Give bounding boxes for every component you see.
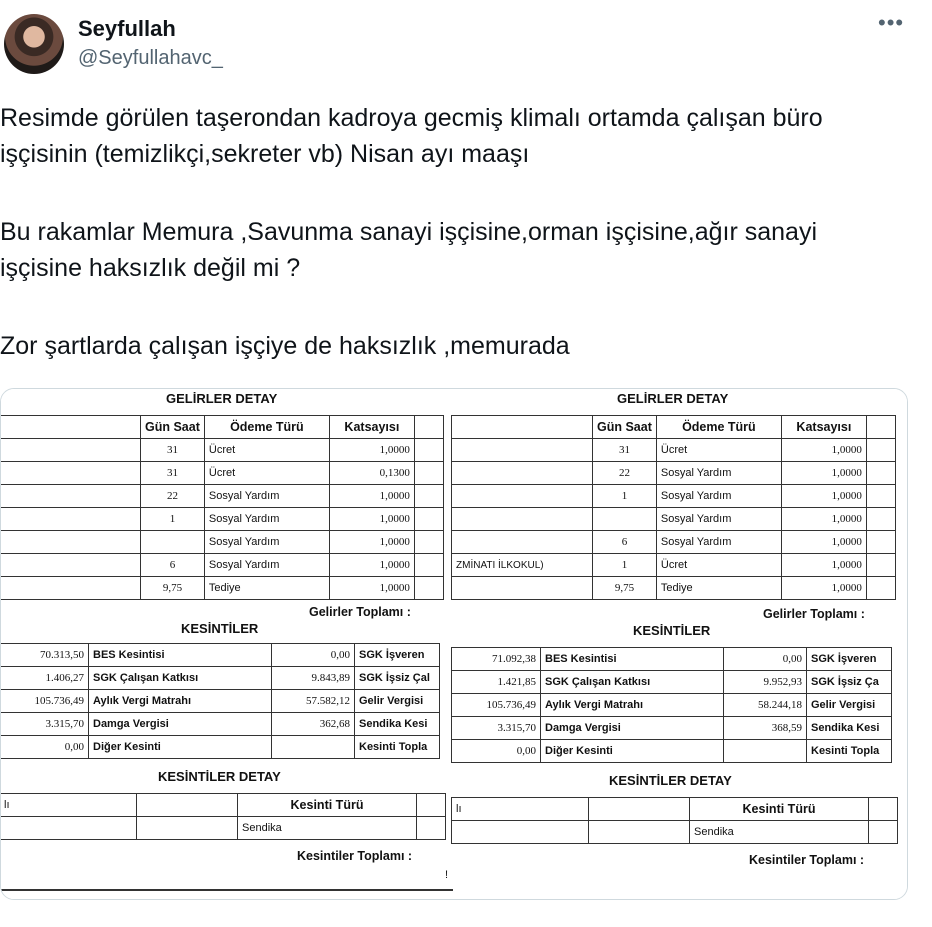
table-cell — [141, 531, 205, 554]
table-row — [452, 531, 896, 554]
table-cell — [589, 798, 690, 821]
table-cell: lı — [452, 798, 589, 821]
table-cell: 1,0000 — [329, 508, 414, 531]
table-cell: Sosyal Yardım — [204, 531, 329, 554]
table-cell: 362,68 — [272, 713, 355, 736]
table-row — [452, 740, 892, 763]
table-row — [0, 667, 440, 690]
table-cell: 105.736,49 — [452, 694, 541, 717]
table-cell: 31 — [593, 439, 657, 462]
table-cell — [137, 794, 238, 817]
table-cell: 31 — [141, 462, 205, 485]
table-row — [0, 817, 446, 840]
table-cell: 9.952,93 — [724, 671, 807, 694]
table-cell: 1,0000 — [329, 439, 414, 462]
gelirler-toplami-label: Gelirler Toplamı : — [309, 605, 411, 619]
col-header: Katsayısı — [781, 416, 866, 439]
table-row — [0, 439, 443, 462]
kesintiler-toplami-label: Kesintiler Toplamı : — [749, 853, 865, 867]
table-cell: SGK Çalışan Katkısı — [541, 671, 724, 694]
col-header: Gün Saat — [141, 416, 205, 439]
table-cell — [414, 416, 443, 439]
table-cell — [0, 554, 141, 577]
table-cell: 9,75 — [141, 577, 205, 600]
tweet-paragraph: Bu rakamlar Memura ,Savunma sanayi işçisine,orman işçisine,ağır sanayi işçisine haksızlık değil mi ? — [0, 218, 817, 282]
table-cell: Diğer Kesinti — [89, 736, 272, 759]
table-cell — [414, 531, 443, 554]
table-cell: lı — [0, 794, 137, 817]
table-cell — [724, 740, 807, 763]
col-header: Ödeme Türü — [656, 416, 781, 439]
table-cell: Sendika Kesi — [807, 717, 892, 740]
table-row — [452, 577, 896, 600]
table-row — [0, 736, 440, 759]
table-row — [452, 648, 892, 671]
table-cell: Damga Vergisi — [541, 717, 724, 740]
table-cell: 31 — [141, 439, 205, 462]
trail-mark: ! — [445, 869, 449, 881]
col-header: Gün Saat — [593, 416, 657, 439]
table-cell — [0, 508, 141, 531]
table-cell — [866, 439, 895, 462]
table-cell: Ücret — [656, 554, 781, 577]
table-cell — [414, 485, 443, 508]
table-cell: Sosyal Yardım — [204, 554, 329, 577]
table-row — [0, 508, 443, 531]
table-cell: 0,00 — [0, 736, 89, 759]
table-cell — [452, 821, 589, 844]
table-cell — [452, 462, 593, 485]
table-cell: SGK İşsiz Ça — [807, 671, 892, 694]
table-cell — [866, 508, 895, 531]
table-cell: 22 — [141, 485, 205, 508]
table-cell: BES Kesintisi — [541, 648, 724, 671]
table-cell — [452, 485, 593, 508]
table-cell — [0, 416, 141, 439]
table-cell — [0, 531, 141, 554]
table-cell — [866, 462, 895, 485]
table-cell: 71.092,38 — [452, 648, 541, 671]
kesintiler-detay-table — [451, 797, 898, 844]
tweet-text — [0, 100, 900, 364]
kesintiler-title: KESİNTİLER — [181, 621, 259, 636]
table-cell: 1 — [141, 508, 205, 531]
table-cell — [272, 736, 355, 759]
table-cell: Sosyal Yardım — [656, 531, 781, 554]
table-cell: 1,0000 — [781, 439, 866, 462]
table-cell: 1.421,85 — [452, 671, 541, 694]
table-row — [0, 462, 443, 485]
table-cell: 6 — [141, 554, 205, 577]
table-cell — [414, 554, 443, 577]
table-cell: 1 — [593, 554, 657, 577]
table-cell: 1.406,27 — [0, 667, 89, 690]
table-cell — [589, 821, 690, 844]
col-header: Katsayısı — [329, 416, 414, 439]
table-cell: Ücret — [204, 462, 329, 485]
table-row — [0, 690, 440, 713]
table-cell — [452, 439, 593, 462]
gelirler-table — [0, 415, 444, 600]
table-cell: 0,00 — [724, 648, 807, 671]
kesintiler-table — [0, 643, 440, 759]
gelirler-table — [451, 415, 896, 600]
table-cell: BES Kesintisi — [89, 644, 272, 667]
table-cell: Sendika — [690, 821, 869, 844]
table-cell: Ücret — [656, 439, 781, 462]
table-row — [452, 694, 892, 717]
table-cell: 9,75 — [593, 577, 657, 600]
table-row — [452, 554, 896, 577]
table-cell — [869, 821, 898, 844]
table-cell — [869, 798, 898, 821]
kesintiler-detay-title: KESİNTİLER DETAY — [158, 769, 281, 784]
table-cell — [452, 416, 593, 439]
table-cell — [414, 439, 443, 462]
table-cell — [414, 462, 443, 485]
table-cell: Sendika — [238, 817, 417, 840]
table-cell: Ücret — [204, 439, 329, 462]
table-cell: 57.582,12 — [272, 690, 355, 713]
table-cell — [417, 817, 446, 840]
table-row — [0, 554, 443, 577]
table-cell — [866, 577, 895, 600]
table-cell: 1,0000 — [329, 485, 414, 508]
table-cell: 1,0000 — [329, 554, 414, 577]
table-cell: Kesinti Türü — [690, 798, 869, 821]
table-cell: 0,00 — [452, 740, 541, 763]
table-cell: Aylık Vergi Matrahı — [541, 694, 724, 717]
table-cell — [137, 817, 238, 840]
table-cell: 3.315,70 — [0, 713, 89, 736]
table-cell: SGK İşveren — [355, 644, 440, 667]
kesintiler-toplami-label: Kesintiler Toplamı : — [297, 849, 413, 863]
table-cell: Gelir Vergisi — [355, 690, 440, 713]
kesintiler-detay-title: KESİNTİLER DETAY — [609, 773, 732, 788]
author-handle[interactable]: @Seyfullahavc_ — [78, 47, 223, 69]
table-cell: Sosyal Yardım — [204, 508, 329, 531]
table-cell: Diğer Kesinti — [541, 740, 724, 763]
table-cell: Sendika Kesi — [355, 713, 440, 736]
table-cell — [593, 508, 657, 531]
table-row — [452, 798, 898, 821]
table-cell: Kesinti Topla — [807, 740, 892, 763]
table-cell: 368,59 — [724, 717, 807, 740]
table-cell: Aylık Vergi Matrahı — [89, 690, 272, 713]
table-cell: Damga Vergisi — [89, 713, 272, 736]
table-cell: Sosyal Yardım — [656, 485, 781, 508]
table-cell — [414, 508, 443, 531]
table-cell: 1,0000 — [781, 508, 866, 531]
table-cell — [452, 531, 593, 554]
col-header: Ödeme Türü — [204, 416, 329, 439]
table-row — [0, 713, 440, 736]
table-cell — [0, 439, 141, 462]
tweet-paragraph: Zor şartlarda çalışan işçiye de haksızlık ,memurada — [0, 332, 570, 360]
table-cell: Kesinti Topla — [355, 736, 440, 759]
table-cell: Sosyal Yardım — [204, 485, 329, 508]
table-cell — [866, 531, 895, 554]
table-row — [452, 439, 896, 462]
table-cell: 9.843,89 — [272, 667, 355, 690]
table-cell: 1 — [593, 485, 657, 508]
table-cell: 1,0000 — [781, 531, 866, 554]
table-cell — [452, 577, 593, 600]
table-cell — [417, 794, 446, 817]
avatar[interactable] — [4, 14, 64, 74]
table-row — [0, 531, 443, 554]
table-cell: Sosyal Yardım — [656, 508, 781, 531]
tweet-header — [0, 0, 932, 90]
table-row — [0, 794, 446, 817]
table-cell — [452, 508, 593, 531]
author-name[interactable]: Seyfullah — [78, 16, 176, 41]
payslip-image-right[interactable] — [453, 389, 907, 899]
table-cell — [866, 416, 895, 439]
table-cell: 105.736,49 — [0, 690, 89, 713]
gelirler-title: GELİRLER DETAY — [166, 391, 278, 406]
gelirler-toplami-label: Gelirler Toplamı : — [763, 607, 865, 621]
table-row — [452, 508, 896, 531]
kesintiler-detay-table — [0, 793, 446, 840]
table-cell — [0, 485, 141, 508]
table-row — [452, 462, 896, 485]
table-row — [452, 821, 898, 844]
table-cell: SGK İşveren — [807, 648, 892, 671]
kesintiler-title: KESİNTİLER — [633, 623, 711, 638]
table-cell: 1,0000 — [781, 485, 866, 508]
table-row — [0, 577, 443, 600]
table-cell: 22 — [593, 462, 657, 485]
table-row — [452, 717, 892, 740]
table-cell: 58.244,18 — [724, 694, 807, 717]
table-cell — [866, 485, 895, 508]
tweet-paragraph: Resimde görülen taşerondan kadroya gecmiş klimalı ortamda çalışan büro işçisinin (temizlikçi,sekreter vb) Nisan ayı maaşı — [0, 104, 823, 168]
table-row — [0, 485, 443, 508]
table-cell: SGK İşsiz Çal — [355, 667, 440, 690]
table-cell: SGK Çalışan Katkısı — [89, 667, 272, 690]
more-horizontal-icon[interactable]: ••• — [878, 10, 905, 35]
table-cell: Gelir Vergisi — [807, 694, 892, 717]
table-cell: ZMİNATI İLKOKUL) — [452, 554, 593, 577]
table-cell — [0, 577, 141, 600]
table-cell: 1,0000 — [781, 577, 866, 600]
payslip-image-left[interactable] — [1, 389, 453, 899]
table-cell: Kesinti Türü — [238, 794, 417, 817]
bottom-rule — [1, 889, 453, 891]
table-cell: 3.315,70 — [452, 717, 541, 740]
table-cell: 70.313,50 — [0, 644, 89, 667]
tweet-media[interactable] — [0, 388, 908, 900]
table-cell: Tediye — [204, 577, 329, 600]
table-cell: 1,0000 — [781, 462, 866, 485]
table-cell: Tediye — [656, 577, 781, 600]
gelirler-title: GELİRLER DETAY — [617, 391, 729, 406]
table-cell: 1,0000 — [329, 577, 414, 600]
table-cell: 1,0000 — [329, 531, 414, 554]
table-row — [0, 644, 440, 667]
table-cell: 6 — [593, 531, 657, 554]
table-cell: 0,00 — [272, 644, 355, 667]
table-row — [452, 671, 892, 694]
table-cell — [414, 577, 443, 600]
kesintiler-table — [451, 647, 892, 763]
table-cell — [866, 554, 895, 577]
table-row — [452, 485, 896, 508]
table-cell — [0, 817, 137, 840]
table-cell — [0, 462, 141, 485]
table-cell: Sosyal Yardım — [656, 462, 781, 485]
table-cell: 0,1300 — [329, 462, 414, 485]
table-cell: 1,0000 — [781, 554, 866, 577]
